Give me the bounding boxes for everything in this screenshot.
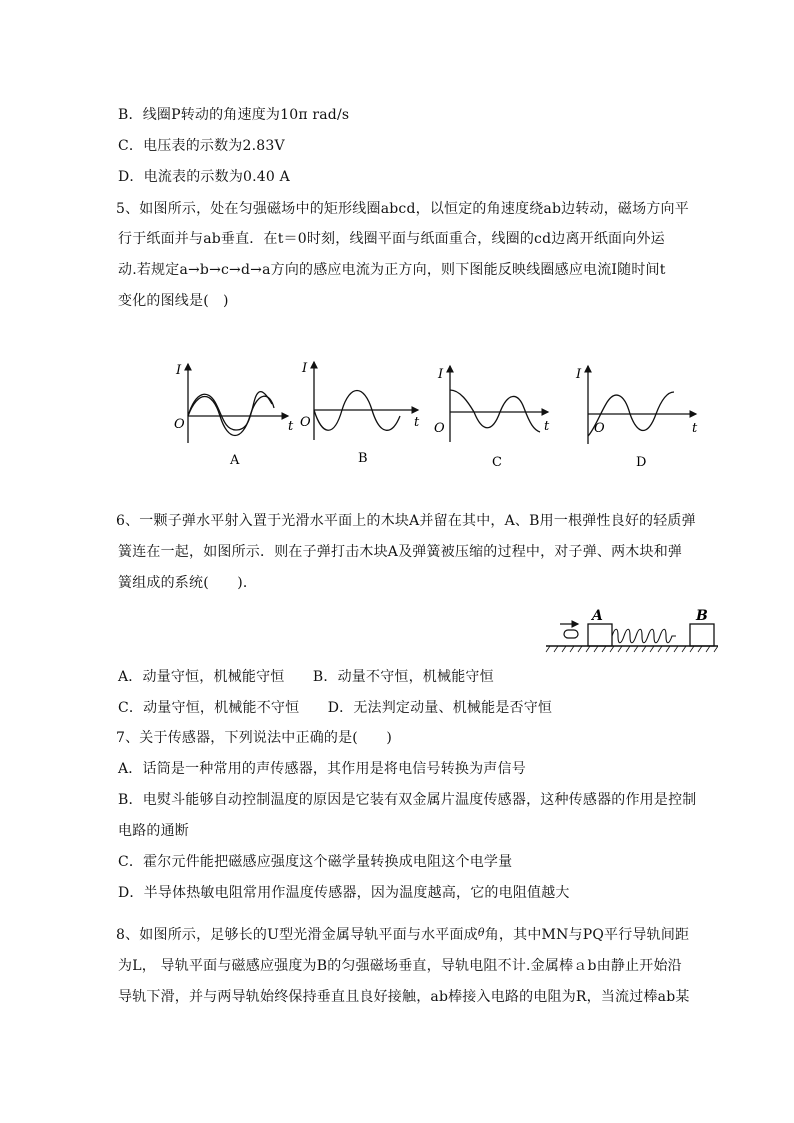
question-8-line-1 xyxy=(116,924,689,944)
question-6-line-1: 6、一颗子弹水平射入置于光滑水平面上的木块A并留在其中，A、B用一根弹性良好的轻质弹 xyxy=(116,513,696,529)
current-time-graphs xyxy=(168,358,708,473)
graph-c-label: C xyxy=(492,455,502,470)
options-6-ab: A．动量守恒，机械能守恒 B．动量不守恒，机械能守恒 xyxy=(118,669,494,685)
graph-b-label: B xyxy=(358,451,368,466)
graph-c-origin: O xyxy=(434,421,445,436)
graph-a-i-label: I xyxy=(176,363,182,378)
block-b xyxy=(690,624,714,646)
question-5-line-4: 变化的图线是( ) xyxy=(118,293,229,309)
bullet-spring-figure xyxy=(544,604,718,656)
graph-c-t-label: t xyxy=(544,419,550,434)
question-8-line-3: 导轨下滑，并与两导轨始终保持垂直且良好接触，ab棒接入电路的电阻为R，当流过棒ab某 xyxy=(118,989,690,1005)
option-4c: C．电压表的示数为2.83V xyxy=(118,138,285,154)
question-5-line-1: 5、如图所示，处在匀强磁场中的矩形线圈abcd，以恒定的角速度绕ab边转动，磁场方向平 xyxy=(116,201,689,217)
bullet xyxy=(564,630,578,638)
question-7: 7、关于传感器，下列说法中正确的是( ) xyxy=(116,730,393,746)
options-6-cd: C．动量守恒，机械能不守恒 D．无法判定动量、机械能是否守恒 xyxy=(118,700,553,716)
graph-a-t-label: t xyxy=(288,419,294,434)
graph-c-i-label: I xyxy=(438,367,444,382)
option-7c: C．霍尔元件能把磁感应强度这个磁学量转换成电阻这个电学量 xyxy=(118,854,513,870)
graph-d-label: D xyxy=(636,455,647,470)
block-b-label: B xyxy=(696,608,708,624)
question-6-line-2: 簧连在一起，如图所示．则在子弹打击木块A及弹簧被压缩的过程中，对子弹、两木块和弹 xyxy=(118,544,683,560)
question-8-line-1a: 8、如图所示，足够长的U型光滑金属导轨平面与水平面成 xyxy=(116,927,478,943)
graph-a-origin: O xyxy=(174,417,185,432)
option-7b-line-2: 电路的通断 xyxy=(118,823,189,839)
graph-b xyxy=(300,361,420,466)
graph-d-origin: O xyxy=(594,421,605,436)
block-a-label: A xyxy=(592,608,603,624)
option-4b: B．线圈P转动的角速度为10π rad/s xyxy=(118,107,350,123)
graph-d xyxy=(575,366,698,470)
question-8-line-1b: 角，其中MN与PQ平行导轨间距 xyxy=(484,927,690,943)
graph-d-t-label: t xyxy=(692,421,698,436)
graph-a xyxy=(174,363,294,468)
question-6-line-3: 簧组成的系统( )． xyxy=(118,575,258,591)
graph-b-origin: O xyxy=(300,415,311,430)
graph-a-label: A xyxy=(230,453,240,468)
spring xyxy=(612,629,676,643)
option-7a: A．话筒是一种常用的声传感器，其作用是将电信号转换为声信号 xyxy=(118,761,526,777)
question-5-line-2: 行于纸面并与ab垂直．在t＝0时刻，线圈平面与纸面重合，线圈的cd边离开纸面向外运 xyxy=(118,231,665,247)
question-5-line-3: 动.若规定a→b→c→d→a方向的感应电流为正方向，则下图能反映线圈感应电流I随时间t xyxy=(118,262,666,278)
graph-d-i-label: I xyxy=(576,367,582,382)
graph-c xyxy=(434,366,550,470)
graph-b-i-label: I xyxy=(302,361,308,376)
option-4d: D．电流表的示数为0.40 A xyxy=(118,169,290,185)
option-7b-line-1: B．电熨斗能够自动控制温度的原因是它装有双金属片温度传感器，这种传感器的作用是控制 xyxy=(118,792,697,808)
option-7d: D．半导体热敏电阻常用作温度传感器，因为温度越高，它的电阻值越大 xyxy=(118,885,570,901)
graph-b-t-label: t xyxy=(414,415,420,430)
block-a xyxy=(588,624,612,646)
theta-symbol: θ xyxy=(477,926,485,939)
question-8-line-2: 为L， 导轨平面与磁感应强度为B的匀强磁场垂直，导轨电阻不计.金属棒ａb由静止开始沿 xyxy=(118,958,682,974)
